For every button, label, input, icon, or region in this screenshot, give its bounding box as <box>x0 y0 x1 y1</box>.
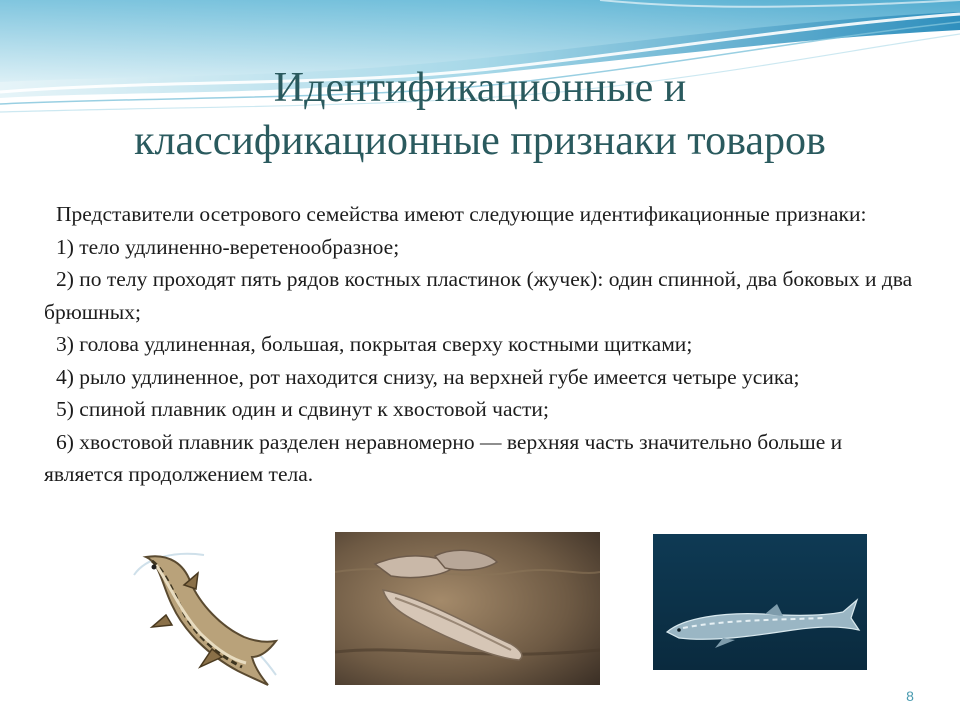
feature-item-1: 1) тело удлиненно-веретенообразное; <box>56 234 400 259</box>
slide-title-line-2: классификационные признаки товаров <box>134 118 826 164</box>
slide-title <box>60 62 900 168</box>
intro-paragraph: Представители осетрового семейства имеют следующие идентификационные признаки: <box>56 202 867 226</box>
page-number: 8 <box>906 688 914 704</box>
feature-item-6: 6) хвостовой плавник разделен неравномерно — верхняя часть значительно больше и является продолжением тела. <box>44 429 843 486</box>
sturgeon-underwater-photo <box>653 534 867 670</box>
feature-item-3: 3) голова удлиненная, большая, покрытая сверху костными щитками; <box>56 332 693 356</box>
slide-title-line-1: Идентификационные и <box>273 65 687 111</box>
sturgeon-drawing-image <box>126 545 286 693</box>
slide-body-text <box>44 198 916 491</box>
sturgeons-on-sand-photo <box>335 532 600 685</box>
feature-item-4: 4) рыло удлиненное, рот находится снизу, на верхней губе имеется четыре усика; <box>56 364 800 389</box>
feature-item-2: 2) по телу проходят пять рядов костных пластинок (жучек): один спинной, два боковых и два брюшных; <box>44 267 913 324</box>
feature-item-5: 5) спиной плавник один и сдвинут к хвостовой части; <box>56 397 549 421</box>
